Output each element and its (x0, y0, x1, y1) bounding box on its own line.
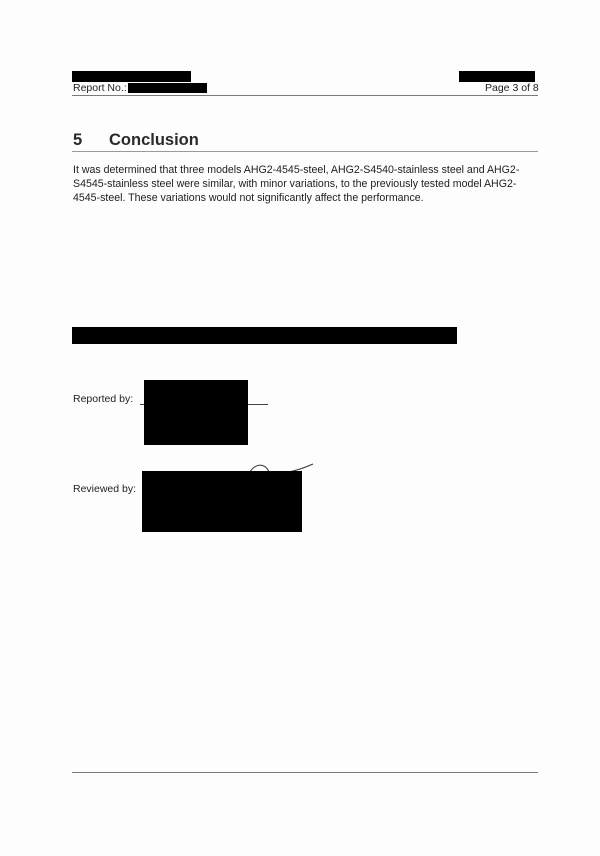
reviewed-by-signature-redaction (142, 471, 302, 532)
header-rule (72, 95, 538, 96)
header-redaction-left (72, 71, 191, 82)
conclusion-paragraph: It was determined that three models AHG2-4545-steel, AHG2-S4540-stainless steel and AHG2-S4545-stainless steel were similar, with minor variations, to the previously tested model AHG2-4545-steel. These variations would not significantly affect the performance. (73, 164, 520, 204)
reported-by-signature-redaction (144, 380, 248, 445)
page-indicator: Page 3 of 8 (485, 82, 539, 94)
section-title: Conclusion (109, 131, 199, 149)
section-number: 5 (73, 131, 83, 149)
footer-rule (72, 772, 538, 773)
report-no-redaction (128, 83, 207, 93)
reviewed-by-label: Reviewed by: (73, 483, 137, 495)
header-redaction-right (459, 71, 535, 82)
redaction-bar (72, 327, 457, 344)
section-rule (72, 151, 538, 152)
reported-by-label: Reported by: (73, 393, 134, 405)
report-no-label: Report No.: (73, 82, 127, 94)
